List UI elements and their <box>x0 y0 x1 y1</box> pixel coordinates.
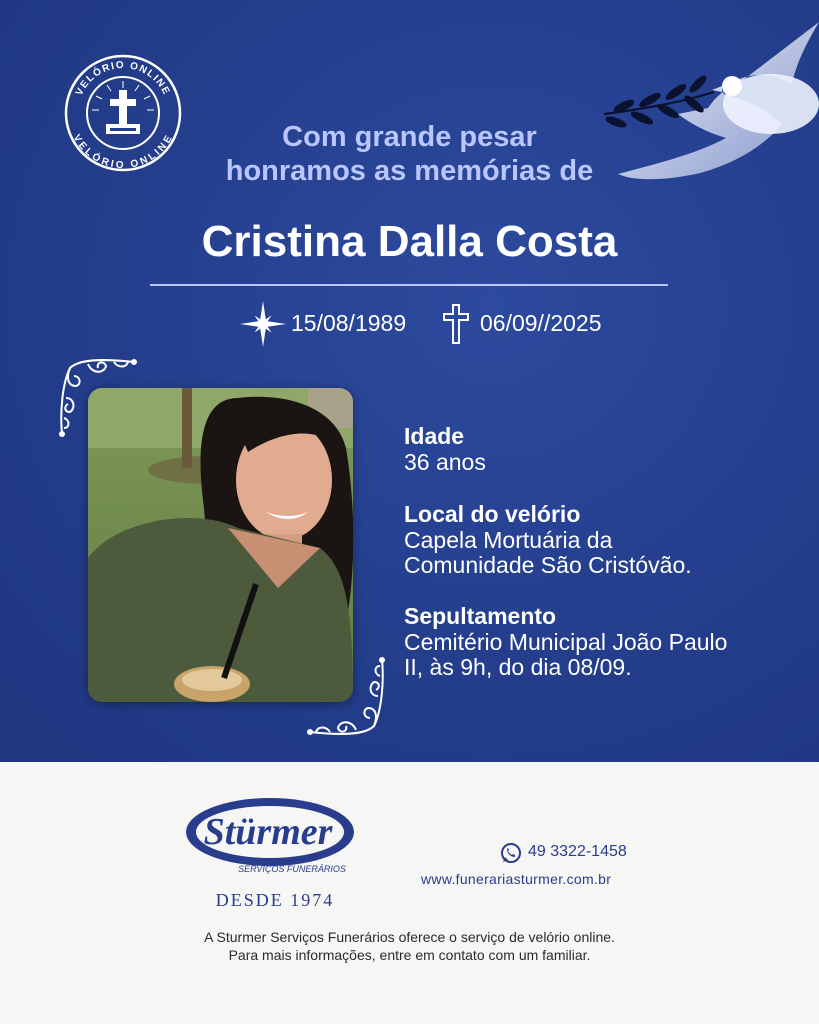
footer-line-1: A Sturmer Serviços Funerários oferece o serviço de velório online. <box>204 929 615 945</box>
detail-value: 36 anos <box>404 449 486 475</box>
detail-burial <box>404 602 727 680</box>
logo-subtext: SERVIÇOS FUNERÁRIOS <box>238 864 346 874</box>
detail-age <box>404 422 486 475</box>
whatsapp-icon <box>500 842 522 864</box>
deceased-name: Cristina Dalla Costa <box>201 217 618 266</box>
detail-value: Cemitério Municipal João Paulo <box>404 629 728 655</box>
detail-label: Local do velório <box>404 501 581 527</box>
website-link[interactable]: www.funerariasturmer.com.br <box>421 871 612 887</box>
detail-value: II, às 9h, do dia 08/09. <box>404 654 632 680</box>
since-text: DESDE 1974 <box>215 890 335 910</box>
intro-line-2: honramos as memórias de <box>225 155 594 187</box>
divider <box>150 284 668 286</box>
badge-text-bottom: VELÓRIO ONLINE <box>70 132 176 172</box>
footer-area <box>0 762 819 1024</box>
detail-label: Idade <box>404 423 465 449</box>
star-icon <box>239 300 287 348</box>
cross-icon <box>441 303 471 345</box>
detail-value: Capela Mortuária da <box>404 527 613 553</box>
sturmer-logo-icon <box>184 792 362 878</box>
detail-label: Sepultamento <box>404 603 557 629</box>
badge-text-top: VELÓRIO ONLINE <box>73 59 173 98</box>
logo-text: Stürmer <box>203 811 333 853</box>
death-date: 06/09//2025 <box>480 310 602 336</box>
footer-line-2: Para mais informações, entre em contato com um familiar. <box>228 947 591 963</box>
phone-number[interactable]: 49 3322-1458 <box>528 843 627 860</box>
detail-value: Comunidade São Cristóvão. <box>404 552 692 578</box>
portrait-photo <box>88 388 353 702</box>
detail-wake-location <box>404 500 692 578</box>
birth-date: 15/08/1989 <box>291 310 407 336</box>
intro-line-1: Com grande pesar <box>282 121 537 153</box>
